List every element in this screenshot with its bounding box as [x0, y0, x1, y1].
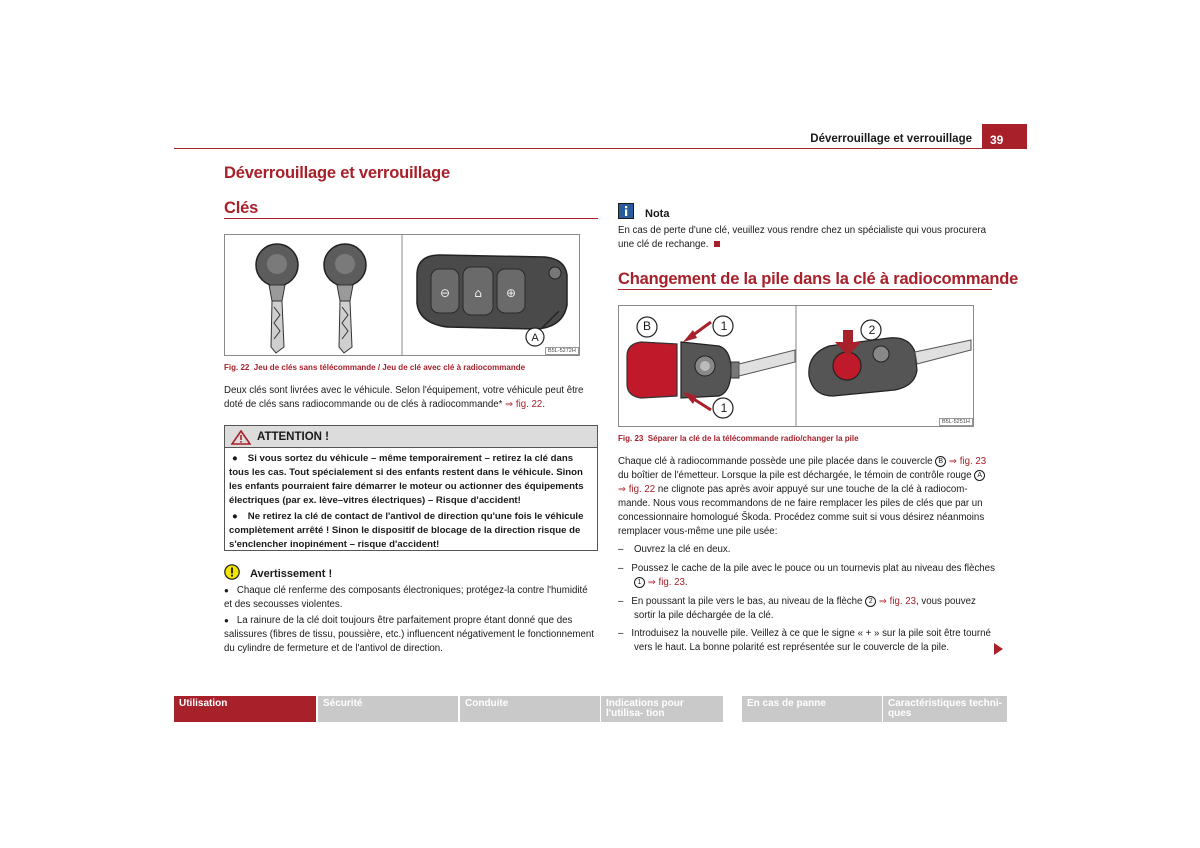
step-4-text: Introduisez la nouvelle pile. Veillez à ce que le signe « + » sur la pile soit être tourné	[631, 628, 991, 639]
info-icon	[618, 203, 634, 219]
attention-box	[224, 425, 598, 551]
svg-text:⌂: ⌂	[474, 286, 482, 300]
section-rule	[618, 289, 992, 290]
step-3-text-c: sortir la pile déchargée de la clé.	[634, 610, 774, 621]
dash-icon: –	[618, 563, 624, 574]
header-rule	[174, 148, 1027, 149]
warning-item-2-text: La rainure de la clé doit toujours être parfaitement propre étant donné que des salissures (fibres de tissu, poussière, etc.) influencent négativement le fonctionnement du cylindre de fermeture et de l'antivol de direction.	[224, 615, 594, 654]
xref-fig-23[interactable]: ⇒ fig. 23	[878, 596, 917, 607]
battery-illustration	[619, 306, 973, 426]
continue-arrow-icon[interactable]	[994, 643, 1003, 655]
attention-item-1	[229, 452, 595, 508]
para-line-6: remplacer vous-même une pile usée:	[618, 526, 778, 537]
figure-code: B5L-5251H	[939, 418, 973, 426]
nav-tab-indications[interactable]: Indications pour l'utilisa- tion	[601, 696, 723, 722]
callout-1-top: 1	[720, 319, 728, 333]
battery-paragraph	[618, 455, 998, 539]
para-text: ne clignote pas après avoir appuyé sur une touche de la clé à radiocom-	[657, 484, 968, 495]
nav-tab-utilisation[interactable]: Utilisation	[174, 696, 316, 722]
para-text: du boîtier de l'émetteur. Lorsque la pile est déchargée, le témoin de contrôle rouge	[618, 470, 972, 481]
figure-23-caption	[618, 434, 859, 443]
nav-tab-conduite[interactable]: Conduite	[460, 696, 600, 722]
xref-fig-22[interactable]: ⇒ fig. 22	[618, 484, 656, 495]
dash-icon: –	[618, 628, 624, 639]
callout-a: A	[531, 332, 539, 344]
figure-code: B5L-5272H	[545, 347, 579, 355]
battery-removal	[809, 320, 971, 396]
attention-item-2	[229, 510, 595, 552]
caution-icon	[224, 564, 240, 580]
svg-text:⊕: ⊕	[505, 286, 517, 300]
caption-text: Jeu de clés sans télécommande / Jeu de clé avec clé à radiocommande	[253, 363, 526, 372]
attention-title: ATTENTION !	[257, 431, 329, 443]
callout-2-ref: 2	[865, 596, 876, 607]
callout-b-ref: B	[935, 456, 946, 467]
step-3	[618, 595, 998, 623]
para-line-5: concessionnaire homologué Škoda. Procédez comme suit si vous désirez néanmoins	[618, 512, 985, 523]
note-text	[618, 224, 992, 252]
remote-key	[417, 255, 567, 346]
attention-header	[225, 426, 597, 448]
section-rule	[224, 218, 598, 219]
page-number: 39	[982, 124, 1027, 149]
xref-fig-23[interactable]: ⇒ fig. 23	[647, 577, 685, 588]
figure-22	[224, 234, 580, 356]
svg-text:⊖: ⊖	[439, 286, 451, 300]
caption-number: Fig. 22	[224, 363, 250, 372]
warning-item-1	[224, 584, 598, 612]
running-header-title: Déverrouillage et verrouillage	[810, 133, 972, 145]
step-4	[618, 627, 998, 655]
callout-b: B	[642, 319, 651, 333]
bullet-icon: ●	[232, 511, 238, 522]
para-line-4: mande. Nous vous recommandons de ne faire remplacer les piles de clés que par un	[618, 498, 983, 509]
xref-fig-23[interactable]: ⇒ fig. 23	[948, 456, 987, 467]
intro-paragraph	[224, 384, 598, 412]
callout-a-ref: A	[974, 470, 985, 481]
keys-illustration	[225, 235, 579, 355]
figure-23	[618, 305, 974, 427]
intro-end: .	[542, 399, 546, 410]
intro-text: Deux clés sont livrées avec le véhicule. Selon l'équipement, votre véhicule peut être doté de clés sans radiocommande ou de clés à radiocommande*	[224, 385, 584, 410]
step-2-text: Poussez le cache de la pile avec le pouce ou un tournevis plat au niveau des flèches	[631, 563, 995, 574]
nav-tab-en-cas-de-panne[interactable]: En cas de panne	[742, 696, 882, 722]
step-4-text-b: vers le haut. La bonne polarité est représentée sur le couvercle de la pile.	[634, 642, 950, 653]
warning-triangle-icon	[231, 430, 251, 445]
figure-22-caption	[224, 363, 525, 372]
dash-icon: –	[618, 596, 624, 607]
page-title: Déverrouillage et verrouillage	[224, 164, 451, 182]
key-without-remote-2	[324, 244, 366, 353]
warning-item-2	[224, 614, 598, 656]
caption-text: Séparer la clé de la télécommande radio/changer la pile	[647, 434, 859, 443]
callout-2: 2	[868, 323, 876, 337]
step-1-text: Ouvrez la clé en deux.	[634, 544, 731, 555]
dash-icon: –	[618, 544, 624, 555]
warning-item-1-text: Chaque clé renferme des composants électroniques; protégez-la contre l'humidité et des secousses violentes.	[224, 585, 588, 610]
step-1	[618, 543, 731, 557]
bullet-icon: ●	[224, 586, 229, 595]
bullet-icon: ●	[224, 616, 229, 625]
attention-item-2-text: Ne retirez la clé de contact de l'antivol de direction qu'une fois le véhicule complètement arrêté ! Sinon le dispositif de blocage de la direction risque de s'enclencher inopinément – risque d'accident!	[229, 511, 584, 550]
nav-tab-securite[interactable]: Sécurité	[318, 696, 458, 722]
section-title-battery: Changement de la pile dans la clé à radiocommande	[618, 270, 1019, 288]
step-3-text: En poussant la pile vers le bas, au niveau de la flèche	[631, 596, 863, 607]
bullet-icon: ●	[232, 453, 238, 464]
para-line-1	[618, 455, 998, 469]
key-without-remote-1	[256, 244, 298, 353]
section-title-cles: Clés	[224, 199, 259, 217]
nav-tab-caracteristiques[interactable]: Caractéristiques techni- ques	[883, 696, 1007, 722]
warning-title: Avertissement !	[250, 568, 333, 580]
xref-fig-22[interactable]: ⇒ fig. 22	[505, 399, 543, 410]
para-line-2	[618, 469, 998, 483]
attention-item-1-text: Si vous sortez du véhicule – même temporairement – retirez la clé dans tous les cas. Tout spécialement si des enfants restent dans le véhicule. Sinon les enfants pourraient faire démarrer le moteur ou actionner des équipements électriques (par ex. lève–vitres électriques) – Risque d'accident!	[229, 453, 584, 506]
para-text: Chaque clé à radiocommande possède une pile placée dans le couvercle	[618, 456, 933, 467]
caption-number: Fig. 23	[618, 434, 644, 443]
callout-1-ref: 1	[634, 577, 645, 588]
step-2	[618, 562, 998, 590]
step-3-text-b: , vous pouvez	[916, 596, 976, 607]
note-text-content: En cas de perte d'une clé, veuillez vous rendre chez un spécialiste qui vous procurera une clé de rechange.	[618, 225, 987, 250]
para-line-3	[618, 483, 998, 497]
end-square-icon	[714, 241, 720, 247]
note-title: Nota	[645, 208, 670, 220]
step-2-end: .	[684, 577, 688, 588]
callout-1-bottom: 1	[720, 401, 728, 415]
